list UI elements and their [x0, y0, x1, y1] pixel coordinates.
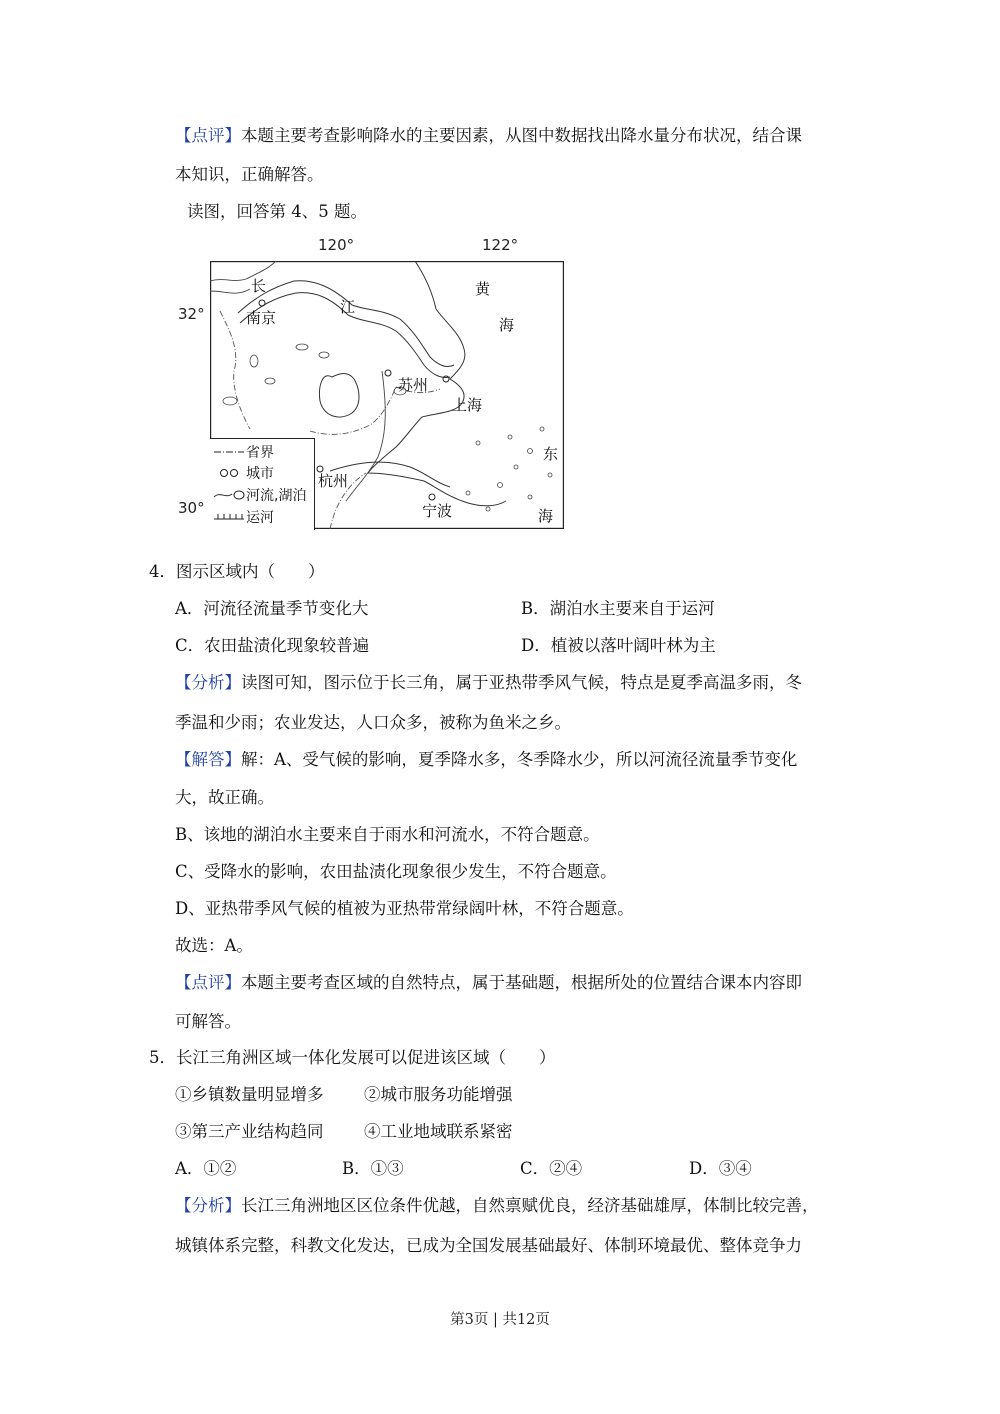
q5-analysis: 【分析】长江三角洲地区区位条件优越，自然禀赋优良，经济基础雄厚，体制比较完善， — [175, 1196, 819, 1215]
comment-text: 本题主要考查影响降水的主要因素，从图中数据找出降水量分布状况，结合课 — [241, 126, 802, 145]
intro-text: 读图，回答第 4、5 题。 — [187, 202, 367, 221]
map-label-shanghai: 上海 — [452, 396, 483, 414]
legend-item-city: 城市 — [212, 463, 274, 483]
question-5-stem: 5．长江三角洲区域一体化发展可以促进该区域（ ） — [149, 1048, 556, 1067]
analysis-tag: 【分析】 — [175, 1196, 241, 1215]
q5-option-d: D．③④ — [689, 1159, 752, 1178]
q5-item-4: ④工业地域联系紧密 — [364, 1122, 513, 1141]
city-dot-icon — [212, 467, 246, 479]
q4-answer-b: B、该地的湖泊水主要来自于雨水和河流水，不符合题意。 — [175, 825, 600, 844]
legend-item-river-lake: 河流,湖泊 — [212, 485, 306, 505]
map-label-huang: 黄 — [475, 280, 491, 298]
q5-option-a: A．①② — [175, 1159, 237, 1178]
q5-option-b: B．①③ — [342, 1159, 404, 1178]
longitude-label-120: 120° — [318, 236, 355, 254]
q4-analysis-line2: 季温和少雨；农业发达，人口众多，被称为鱼米之乡。 — [175, 713, 571, 732]
q4-comment-line2: 可解答。 — [175, 1012, 241, 1031]
map-label-ningbo: 宁波 — [422, 502, 453, 520]
latitude-label-32: 32° — [178, 305, 205, 323]
dash-dot-line-icon — [212, 446, 246, 458]
comment-paragraph — [175, 126, 802, 146]
q4-option-b: B．湖泊水主要来自于运河 — [521, 599, 715, 618]
q4-comment: 【点评】本题主要考查区域的自然特点，属于基础题，根据所处的位置结合课本内容即 — [175, 973, 802, 992]
map-label-chang: 长 — [251, 277, 267, 295]
comment-text-line2: 本知识，正确解答。 — [175, 165, 324, 184]
map-legend — [210, 438, 315, 530]
q4-answer-d: D、亚热带季风气候的植被为亚热带常绿阔叶林，不符合题意。 — [175, 899, 634, 918]
q5-analysis-line2: 城镇体系完整，科教文化发达，已成为全国发展基础最好、体制环境最优、整体竞争力 — [175, 1236, 802, 1255]
answer-tag: 【解答】 — [175, 750, 241, 769]
map-label-jiang: 江 — [340, 298, 356, 316]
question-4-stem: 4．图示区域内（ ） — [149, 562, 325, 581]
legend-item-canal: 运河 — [212, 507, 274, 527]
longitude-label-122: 122° — [482, 236, 519, 254]
map-label-hangzhou: 杭州 — [318, 472, 349, 490]
q4-option-d: D．植被以落叶阔叶林为主 — [521, 636, 716, 655]
q4-analysis: 【分析】读图可知，图示位于长三角，属于亚热带季风气候，特点是夏季高温多雨，冬 — [175, 673, 802, 692]
latitude-label-30: 30° — [178, 499, 205, 517]
q4-option-a: A．河流径流量季节变化大 — [175, 599, 369, 618]
legend-item-province-border: 省界 — [212, 442, 274, 462]
comment-tag: 【点评】 — [175, 126, 241, 145]
q4-option-c: C．农田盐渍化现象较普遍 — [175, 636, 370, 655]
map-label-nanjing: 南京 — [246, 309, 277, 327]
river-lake-icon — [212, 489, 246, 501]
page-footer: 第3页 | 共12页 — [450, 1312, 550, 1328]
canal-tick-line-icon — [212, 511, 246, 523]
q4-answer-c: C、受降水的影响，农田盐渍化现象很少发生，不符合题意。 — [175, 862, 617, 881]
map-label-suzhou: 苏州 — [398, 376, 429, 394]
q5-item-1: ①乡镇数量明显增多 — [175, 1085, 324, 1104]
q4-choice: 故选：A。 — [175, 936, 253, 955]
q5-item-2: ②城市服务功能增强 — [364, 1085, 513, 1104]
q4-answer: 【解答】解：A、受气候的影响，夏季降水多，冬季降水少，所以河流径流量季节变化 — [175, 750, 798, 769]
q5-option-c: C．②④ — [520, 1159, 583, 1178]
q5-item-3: ③第三产业结构趋同 — [175, 1122, 324, 1141]
map-label-hai-east-sea: 海 — [538, 507, 554, 525]
map-label-dong: 东 — [543, 445, 559, 463]
comment-tag: 【点评】 — [175, 973, 241, 992]
map-label-hai-yellow-sea: 海 — [499, 316, 515, 334]
q4-answer-line2: 大，故正确。 — [175, 788, 274, 807]
analysis-tag: 【分析】 — [175, 673, 241, 692]
